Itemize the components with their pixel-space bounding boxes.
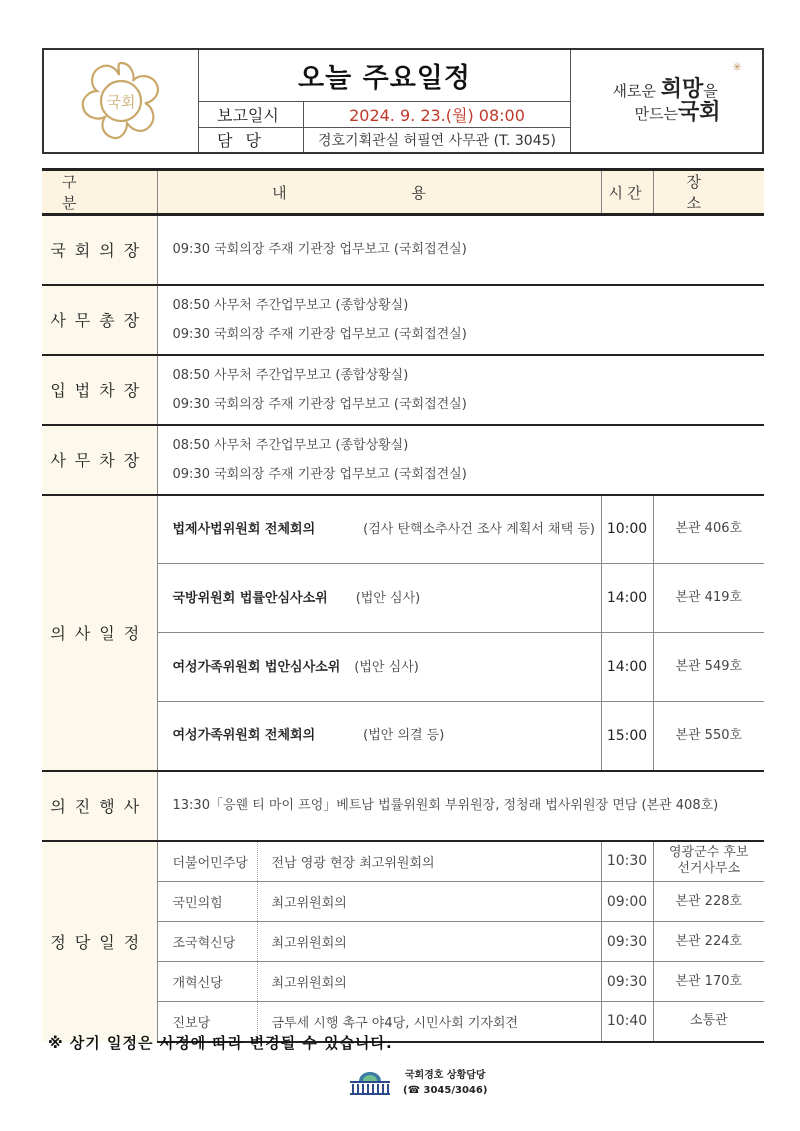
svg-text:국회: 국회: [106, 93, 136, 111]
col-place: 장 소: [653, 170, 764, 215]
party-name: 국민의힘: [157, 882, 257, 922]
category-label: 사무차장: [42, 425, 157, 495]
meeting-desc: (법안 심사): [355, 590, 421, 606]
schedule-line: 08:50 사무처 주간업무보고 (종합상황실): [172, 297, 409, 313]
party-event: 금투세 시행 촉구 야4당, 시민사회 기자회견: [257, 1002, 601, 1042]
party-event: 최고위원회의: [257, 882, 601, 922]
section-deputy-secretary: [42, 425, 764, 495]
col-content: 내 용: [157, 170, 601, 215]
meeting-desc: (법안 심사): [354, 659, 419, 675]
meeting-place: 본관 406호: [653, 495, 764, 564]
page-title: 오늘 주요일정: [199, 50, 570, 102]
party-name: 개혁신당: [157, 962, 257, 1002]
section-secretary-general: [42, 285, 764, 355]
footer-phone: (☎ 3045/3046): [403, 1085, 488, 1096]
schedule-line: 08:50 사무처 주간업무보고 (종합상황실): [172, 367, 409, 383]
party-place: 소통관: [653, 1002, 764, 1042]
agenda-row: [42, 495, 764, 564]
meeting-desc: (검사 탄핵소추사건 조사 계획서 채택 등): [363, 521, 595, 537]
meeting-time: 15:00: [601, 702, 653, 771]
footer-department: 국회경호 상황담당: [404, 1070, 486, 1081]
schedule-line: 08:50 사무처 주간업무보고 (종합상황실): [172, 437, 409, 453]
slogan-logo: ✳ 새로운 희망을 만드는국회: [612, 60, 742, 125]
party-time: 09:00: [601, 882, 653, 922]
contact-row: [199, 127, 570, 153]
change-notice: ※ 상기 일정은 사정에 따라 변경될 수 있습니다.: [48, 1034, 393, 1052]
party-event: 최고위원회의: [257, 922, 601, 962]
party-time: 10:40: [601, 1002, 653, 1042]
meeting-place: 본관 419호: [653, 564, 764, 633]
meeting-time: 14:00: [601, 633, 653, 702]
category-label: 국회의장: [42, 215, 157, 285]
party-name: 진보당: [157, 1002, 257, 1042]
meeting-title: 국방위원회 법률안심사소위: [172, 590, 328, 606]
report-time-value: 2024. 9. 23.(월) 08:00: [349, 105, 525, 125]
schedule-line: 09:30 국회의장 주재 기관장 업무보고 (국회접견실): [172, 466, 467, 482]
meeting-time: 14:00: [601, 564, 653, 633]
party-time: 09:30: [601, 962, 653, 1002]
party-place: 본관 224호: [653, 922, 764, 962]
schedule-table: [42, 168, 764, 1043]
category-label: 입법차장: [42, 355, 157, 425]
party-row: [42, 841, 764, 882]
party-time: 09:30: [601, 922, 653, 962]
meeting-place: 본관 550호: [653, 702, 764, 771]
section-speaker: [42, 215, 764, 285]
meeting-time: 10:00: [601, 495, 653, 564]
section-events: [42, 771, 764, 841]
schedule-line: 13:30「응웬 티 마이 프엉」베트남 법률위원회 부위원장, 정청래 법사위원장 면담 (본관 408호): [157, 771, 764, 841]
category-label: 사무총장: [42, 285, 157, 355]
schedule-line: 09:30 국회의장 주재 기관장 업무보고 (국회접견실): [172, 326, 467, 342]
party-place: 본관 228호: [653, 882, 764, 922]
contact-value: 경호기획관실 허필연 사무관 (T. 3045): [318, 132, 556, 149]
party-place: 영광군수 후보 선거사무소: [653, 841, 764, 882]
category-label: 정당일정: [42, 841, 157, 1042]
report-time-row: [199, 102, 570, 127]
party-name: 더불어민주당: [157, 841, 257, 882]
party-time: 10:30: [601, 841, 653, 882]
report-time-label: 보고일시: [199, 102, 304, 127]
party-event: 전남 영광 현장 최고위원회의: [257, 841, 601, 882]
party-name: 조국혁신당: [157, 922, 257, 962]
document-header: [42, 48, 764, 154]
table-header-row: [42, 170, 764, 215]
meeting-place: 본관 549호: [653, 633, 764, 702]
assembly-building-icon: [345, 1070, 395, 1096]
contact-label: 담 당: [199, 128, 304, 153]
sparkle-icon: ✳: [731, 60, 742, 74]
schedule-line: 09:30 국회의장 주재 기관장 업무보고 (국회접견실): [172, 396, 467, 412]
meeting-title: 여성가족위원회 전체회의: [172, 728, 316, 744]
party-event: 최고위원회의: [257, 962, 601, 1002]
section-legislative-deputy: [42, 355, 764, 425]
meeting-desc: (법안 의결 등): [363, 728, 445, 744]
category-label: 의진행사: [42, 771, 157, 841]
meeting-title: 법제사법위원회 전체회의: [172, 521, 316, 537]
col-category: 구 분: [42, 170, 157, 215]
category-label: 의사일정: [42, 495, 157, 771]
emblem-cell: [44, 50, 199, 152]
party-place: 본관 170호: [653, 962, 764, 1002]
meeting-title: 여성가족위원회 법안심사소위: [172, 659, 341, 675]
col-time: 시간: [601, 170, 653, 215]
national-assembly-emblem-icon: [77, 57, 165, 145]
schedule-line: 09:30 국회의장 주재 기관장 업무보고 (국회접견실): [157, 215, 764, 285]
footer: [345, 1068, 487, 1098]
